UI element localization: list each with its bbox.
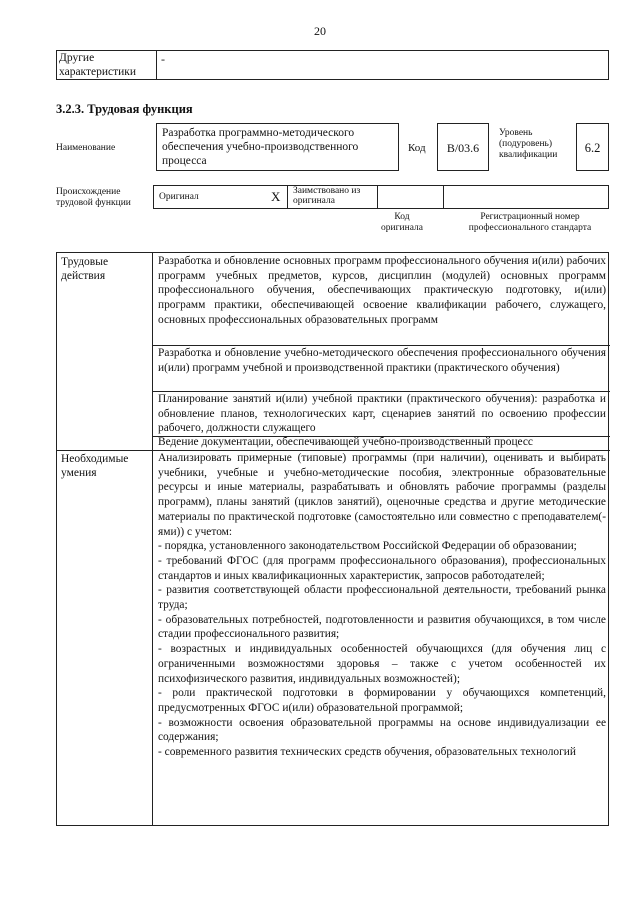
other-characteristics-value: -: [161, 52, 165, 66]
labor-actions-label: Трудовые действия: [61, 256, 109, 282]
other-characteristics-label: Другие характеристики: [57, 51, 157, 79]
qualification-level-label: Уровень (подуровень) квалификации: [499, 128, 558, 160]
labor-action-item: Планирование занятий и(или) учебной практики (практического обучения): разработка и обновление планов, технологических карт, сценариев занятий по освоению профессии рабочего, должности служащего: [158, 393, 606, 435]
skill-bullet: - роли практической подготовки в формировании у обучающихся компетенций, предусмотренных ФГОС и(или) образовательной программой;: [158, 687, 606, 714]
origin-code-cell: [154, 186, 444, 208]
origin-label: Происхождение трудовой функции: [56, 187, 131, 208]
labor-action-item: Ведение документации, обеспечивающей учебно-производственный процесс: [158, 436, 533, 448]
page-number: 20: [314, 24, 326, 38]
column-divider: [152, 253, 153, 825]
original-label: Оригинал: [159, 192, 199, 202]
original-mark: X: [271, 189, 281, 204]
skill-bullet: - образовательных потребностей, подготовленности и развития обучающихся, в том числе стадии профессионального развития;: [158, 613, 606, 641]
skill-bullet: - порядка, установленного законодательством Российской Федерации об образовании;: [158, 540, 577, 553]
skill-bullet: - возрастных и индивидуальных особенностей обучающихся (для обучения лиц с ограниченными возможностями здоровья – также с учетом особенностей их психофизического развития, индивидуальных возможностей);: [158, 643, 606, 685]
skill-bullet: - современного развития технических средств обучения, образовательных технологий: [158, 746, 576, 759]
labor-action-item: Разработка и обновление учебно-методического обеспечения профессионального обучения и(или) программ учебной и производственной практики (практического обучения): [158, 347, 606, 374]
other-characteristics-table: [56, 50, 609, 80]
function-code-box: B/03.6: [437, 123, 489, 171]
code-original-label: Код оригинала: [381, 212, 423, 233]
skills-label: Необходимые умения: [61, 453, 129, 479]
skills-cell: [158, 451, 606, 760]
skill-bullet: - требований ФГОС (для программ профессионального образования), профессиональных стандартов и иных квалификационных характеристик, запросов работодателей;: [158, 554, 606, 582]
qualification-level-box: 6.2: [576, 123, 609, 171]
name-label: Наименование: [56, 143, 116, 153]
labor-action-item: Разработка и обновление основных программ профессионального обучения и(или) рабочих программ учебных предметов, курсов, дисциплин (модулей) основных программ профессионального обучения, обеспечивающих практическую подготовку, и(или) программ практики, обеспечивающей освоение квалификации рабочего, служащего, основных профессиональных образовательных программ: [158, 255, 606, 326]
origin-row: [153, 185, 609, 209]
section-title: 3.2.3. Трудовая функция: [56, 102, 193, 116]
reg-number-label: Регистрационный номер профессионального стандарта: [468, 212, 592, 233]
function-name-box: Разработка программно-методического обеспечения учебно-производственного процесса: [156, 123, 399, 171]
skills-intro: Анализировать примерные (типовые) программы (при наличии), оценивать и выбирать учебники, учебные и учебно-методические пособия, электронные образовательные ресурсы и иные материалы, разрабатывать и обновлять рабочие программы (разделы программ), планы занятий (циклов занятий), оценочные средства и другие методические материалы по практической подготовке (самостоятельно или совместно с преподавателем(-ями)) с учетом:: [158, 452, 606, 538]
code-label: Код: [408, 142, 426, 154]
labor-function-table: [56, 252, 609, 826]
skill-bullet: - развития соответствующей области профессиональной деятельности, требований рынка труда;: [158, 584, 606, 612]
borrowed-label: Заимствовано из оригинала: [293, 186, 361, 206]
skill-bullet: - возможности освоения образовательной программы на основе индивидуализации ее содержания;: [158, 716, 606, 744]
